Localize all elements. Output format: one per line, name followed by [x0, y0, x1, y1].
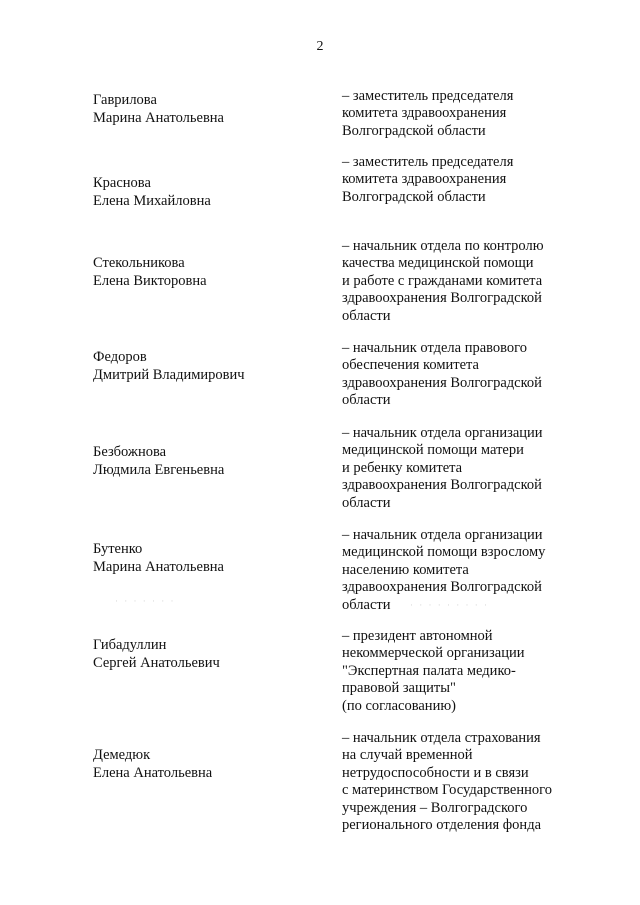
- member-name: [93, 540, 323, 576]
- role-line: нетрудоспособности и в связи: [342, 764, 529, 781]
- role-line: обеспечения комитета: [342, 357, 479, 374]
- role-line: – начальник отдела по контролю: [342, 238, 544, 254]
- member-role: [342, 628, 602, 715]
- role-line: правовой защиты": [342, 680, 456, 697]
- member-given-name: Елена Викторовна: [93, 273, 207, 289]
- member-name: [93, 174, 323, 210]
- member-role: [342, 425, 602, 512]
- role-line: здравоохранения Волгоградской: [342, 579, 542, 596]
- role-line: области: [342, 494, 391, 511]
- member-role: [342, 730, 602, 834]
- page-number: 2: [316, 39, 324, 54]
- member-name: [93, 348, 323, 384]
- member-given-name: Марина Анатольевна: [93, 559, 224, 575]
- role-line: Волгоградской области: [342, 188, 486, 205]
- role-line: здравоохранения Волгоградской: [342, 374, 542, 391]
- role-line: на случай временной: [342, 747, 473, 764]
- member-name: [93, 91, 323, 127]
- role-line: и ребенку комитета: [342, 459, 463, 476]
- member-surname: Гаврилова: [93, 92, 157, 108]
- member-surname: Бутенко: [93, 541, 143, 557]
- role-line: комитета здравоохранения: [342, 171, 507, 188]
- scan-artifact: · · · · · · · · ·: [410, 600, 489, 610]
- role-line: – начальник отдела страхования: [342, 730, 541, 746]
- role-line: – начальник отдела правового: [342, 340, 527, 356]
- scan-artifact: · · · · · · ·: [115, 596, 176, 606]
- role-line: населению комитета: [342, 561, 469, 578]
- role-line: и работе с гражданами комитета: [342, 272, 543, 289]
- member-name: [93, 636, 323, 672]
- member-surname: Краснова: [93, 175, 151, 191]
- role-line: комитета здравоохранения: [342, 105, 507, 122]
- role-line: здравоохранения Волгоградской: [342, 290, 542, 307]
- member-given-name: Людмила Евгеньевна: [93, 462, 225, 478]
- member-given-name: Елена Михайловна: [93, 193, 211, 209]
- role-line: качества медицинской помощи: [342, 255, 534, 272]
- role-line: – заместитель председателя: [342, 88, 514, 104]
- member-surname: Федоров: [93, 349, 147, 365]
- member-given-name: Сергей Анатольевич: [93, 655, 220, 671]
- role-line: – начальник отдела организации: [342, 527, 543, 543]
- role-line: области: [342, 307, 391, 324]
- role-line: области: [342, 596, 391, 613]
- member-role: [342, 88, 602, 140]
- member-surname: Безбожнова: [93, 444, 167, 460]
- role-line: с материнством Государственного: [342, 782, 552, 799]
- member-role: [342, 154, 602, 206]
- role-line: медицинской помощи взрослому: [342, 544, 546, 561]
- role-line: области: [342, 392, 391, 409]
- role-line: – президент автономной: [342, 628, 493, 644]
- role-line: (по согласованию): [342, 697, 456, 714]
- role-line: Волгоградской области: [342, 122, 486, 139]
- member-role: [342, 340, 602, 410]
- role-line: учреждения – Волгоградского: [342, 799, 528, 816]
- member-surname: Гибадуллин: [93, 637, 167, 653]
- role-line: медицинской помощи матери: [342, 442, 524, 459]
- member-surname: Демедюк: [93, 747, 151, 763]
- role-line: "Экспертная палата медико-: [342, 662, 516, 679]
- role-line: регионального отделения фонда: [342, 817, 542, 834]
- member-role: [342, 527, 602, 614]
- role-line: – начальник отдела организации: [342, 425, 543, 441]
- member-name: [93, 254, 323, 290]
- member-given-name: Дмитрий Владимирович: [93, 367, 245, 383]
- member-surname: Стекольникова: [93, 255, 185, 271]
- member-role: [342, 238, 602, 325]
- role-line: – заместитель председателя: [342, 154, 514, 170]
- role-line: здравоохранения Волгоградской: [342, 477, 542, 494]
- member-given-name: Марина Анатольевна: [93, 110, 224, 126]
- member-name: [93, 443, 323, 479]
- member-name: [93, 746, 323, 782]
- member-given-name: Елена Анатольевна: [93, 765, 213, 781]
- role-line: некоммерческой организации: [342, 645, 525, 662]
